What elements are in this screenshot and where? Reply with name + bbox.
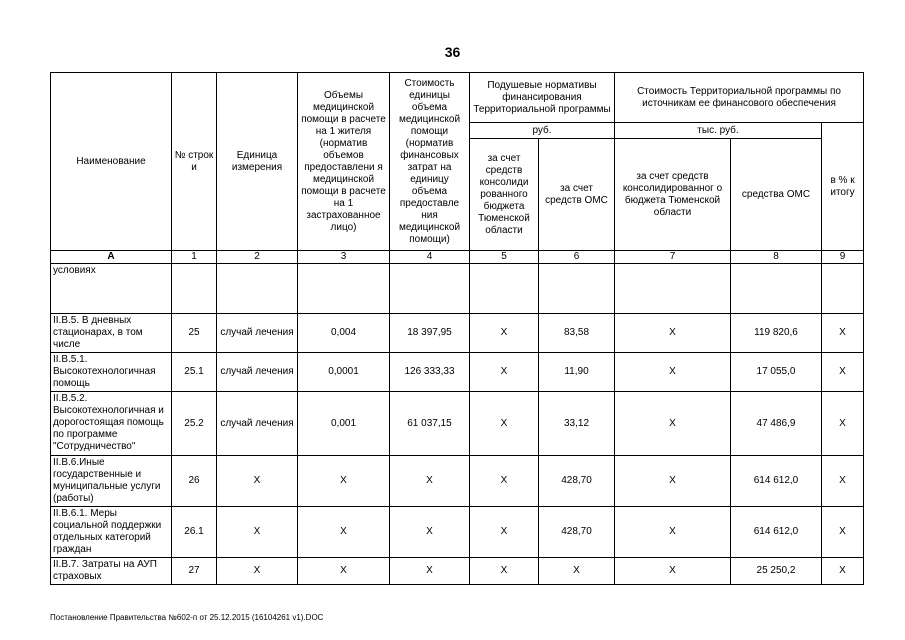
row-name: II.В.7. Затраты на АУП страховых — [51, 558, 172, 585]
column-letter: 4 — [390, 251, 470, 264]
row-name: II.В.6.1. Меры социальной поддержки отдельных категорий граждан — [51, 507, 172, 558]
row-c9: X — [822, 314, 864, 353]
table-row — [51, 392, 864, 456]
document-footer: Постановление Правительства №602-п от 25.12.2015 (16104261 v1).DOC — [50, 613, 324, 622]
header-oms-funds-2: средства ОМС — [731, 139, 822, 251]
column-letter: 2 — [217, 251, 298, 264]
column-letter: А — [51, 251, 172, 264]
header-consolidated-budget-2: за счет средств консолидированног о бюджета Тюменской области — [615, 139, 731, 251]
row-c6: 33,12 — [539, 392, 615, 456]
row-number: 26 — [172, 456, 217, 507]
row-volume — [298, 264, 390, 314]
row-volume: X — [298, 456, 390, 507]
row-c7: X — [615, 558, 731, 585]
row-cost — [390, 264, 470, 314]
header-percent: в % к итогу — [822, 123, 864, 251]
column-letter: 6 — [539, 251, 615, 264]
row-c8: 25 250,2 — [731, 558, 822, 585]
row-c5: X — [470, 558, 539, 585]
row-c8: 17 055,0 — [731, 353, 822, 392]
row-volume: 0,0001 — [298, 353, 390, 392]
row-unit: случай лечения — [217, 353, 298, 392]
row-c9 — [822, 264, 864, 314]
row-unit: случай лечения — [217, 314, 298, 353]
column-letter: 3 — [298, 251, 390, 264]
row-unit: X — [217, 507, 298, 558]
row-c8: 614 612,0 — [731, 456, 822, 507]
column-letter: 9 — [822, 251, 864, 264]
row-number: 27 — [172, 558, 217, 585]
page-number: 36 — [444, 44, 461, 60]
row-c8: 47 486,9 — [731, 392, 822, 456]
row-c7: X — [615, 392, 731, 456]
row-name: условиях — [51, 264, 172, 314]
table-row — [51, 456, 864, 507]
row-c9: X — [822, 558, 864, 585]
row-c5 — [470, 264, 539, 314]
column-letter: 1 — [172, 251, 217, 264]
financing-table — [50, 72, 864, 585]
table-row — [51, 314, 864, 353]
column-letter: 8 — [731, 251, 822, 264]
row-c9: X — [822, 392, 864, 456]
header-name: Наименование — [51, 73, 172, 251]
header-rub: руб. — [470, 123, 615, 139]
row-c5: X — [470, 507, 539, 558]
row-c7: X — [615, 314, 731, 353]
row-volume: X — [298, 558, 390, 585]
header-consolidated-budget: за счет средств консолиди рованного бюджета Тюменской области — [470, 139, 539, 251]
row-volume: 0,001 — [298, 392, 390, 456]
column-letter: 7 — [615, 251, 731, 264]
row-c5: X — [470, 353, 539, 392]
row-unit: X — [217, 456, 298, 507]
row-c6: 428,70 — [539, 456, 615, 507]
row-c8: 614 612,0 — [731, 507, 822, 558]
header-unit: Единица измерения — [217, 73, 298, 251]
row-c6: 11,90 — [539, 353, 615, 392]
row-number: 25.1 — [172, 353, 217, 392]
row-cost: X — [390, 507, 470, 558]
row-name: II.В.5.1. Высокотехнологичная помощь — [51, 353, 172, 392]
row-number — [172, 264, 217, 314]
row-name: II.В.6.Иные государственные и муниципальные услуги (работы) — [51, 456, 172, 507]
row-c8 — [731, 264, 822, 314]
row-c9: X — [822, 456, 864, 507]
row-c9: X — [822, 353, 864, 392]
row-c9: X — [822, 507, 864, 558]
row-c7: X — [615, 353, 731, 392]
header-thous-rub: тыс. руб. — [615, 123, 822, 139]
row-unit — [217, 264, 298, 314]
header-row-number: № строк и — [172, 73, 217, 251]
row-c7 — [615, 264, 731, 314]
row-unit: X — [217, 558, 298, 585]
table-row — [51, 507, 864, 558]
table-row — [51, 264, 864, 314]
header-oms-funds: за счет средств ОМС — [539, 139, 615, 251]
row-c6: 428,70 — [539, 507, 615, 558]
row-name: II.В.5. В дневных стационарах, в том числе — [51, 314, 172, 353]
row-cost: X — [390, 456, 470, 507]
column-letter: 5 — [470, 251, 539, 264]
row-unit: случай лечения — [217, 392, 298, 456]
table-row — [51, 558, 864, 585]
row-number: 25 — [172, 314, 217, 353]
row-c7: X — [615, 456, 731, 507]
row-cost: 18 397,95 — [390, 314, 470, 353]
row-cost: X — [390, 558, 470, 585]
row-c5: X — [470, 456, 539, 507]
row-c8: 119 820,6 — [731, 314, 822, 353]
row-c6 — [539, 264, 615, 314]
row-c7: X — [615, 507, 731, 558]
header-program-cost: Стоимость Территориальной программы по источникам ее финансового обеспечения — [615, 73, 864, 123]
row-cost: 126 333,33 — [390, 353, 470, 392]
header-per-capita: Подушевые нормативы финансирования Территориальной программы — [470, 73, 615, 123]
row-number: 25.2 — [172, 392, 217, 456]
row-c5: X — [470, 314, 539, 353]
row-name: II.В.5.2. Высокотехнологичная и дорогостоящая помощь по программе "Сотрудничество" — [51, 392, 172, 456]
column-letters-row — [51, 251, 864, 264]
header-cost: Стоимость единицы объема медицинской помощи (норматив финансовых затрат на единицу объема предоставле ния медицинской помощи) — [390, 73, 470, 251]
row-cost: 61 037,15 — [390, 392, 470, 456]
header-volume: Объемы медицинской помощи в расчете на 1 жителя (норматив объемов предоставлени я медицинской помощи в расчете на 1 застрахованное лицо) — [298, 73, 390, 251]
row-c6: 83,58 — [539, 314, 615, 353]
row-volume: X — [298, 507, 390, 558]
row-c5: X — [470, 392, 539, 456]
row-number: 26.1 — [172, 507, 217, 558]
row-volume: 0,004 — [298, 314, 390, 353]
table-row — [51, 353, 864, 392]
row-c6: X — [539, 558, 615, 585]
